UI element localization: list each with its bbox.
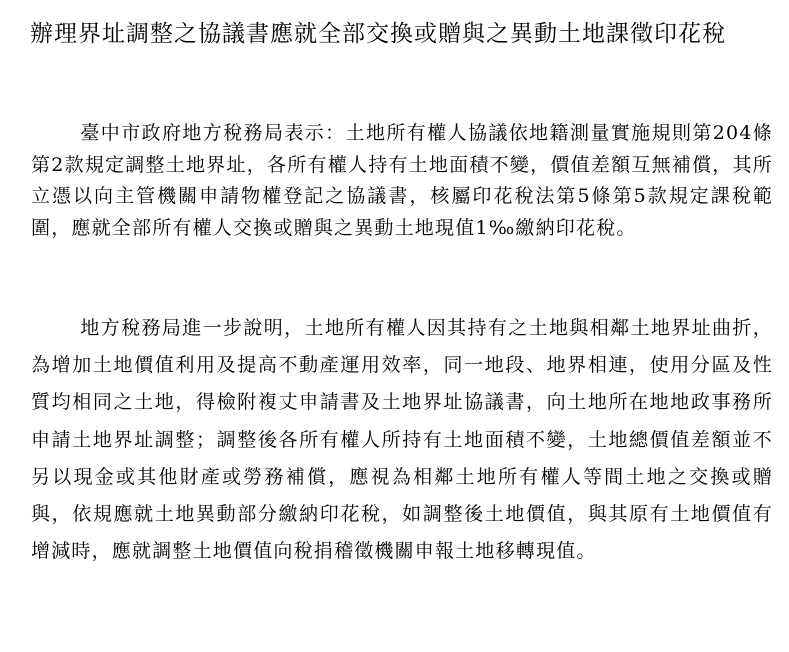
article-title: 辦理界址調整之協議書應就全部交換或贈與之異動土地課徵印花稅	[30, 21, 726, 47]
article-paragraph-1: 臺中市政府地方稅務局表示：土地所有權人協議依地籍測量實施規則第204條第2款規定調整土地界址，各所有權人持有土地面積不變，價值差額互無補償，其所立憑以向主管機關申請物權登記之協議書，核屬印花稅法第5條第5款規定課稅範圍，應就全部所有權人交換或贈與之異動土地現值1‰繳納印花稅。	[31, 122, 773, 239]
article-paragraph-2: 地方稅務局進一步說明，土地所有權人因其持有之土地與相鄰土地界址曲折，為增加土地價值利用及提高不動產運用效率，同一地段、地界相連，使用分區及性質均相同之土地，得檢附複丈申請書及土地界址協議書，向土地所在地地政事務所申請土地界址調整；調整後各所有權人所持有土地面積不變，土地總價值差額並不另以現金或其他財產或勞務補償，應視為相鄰土地所有權人等間土地之交換或贈與，依規應就土地異動部分繳納印花稅，如調整後土地價值，與其原有土地價值有增減時，應就調整土地價值向稅捐稽徵機關申報土地移轉現值。	[31, 317, 773, 563]
